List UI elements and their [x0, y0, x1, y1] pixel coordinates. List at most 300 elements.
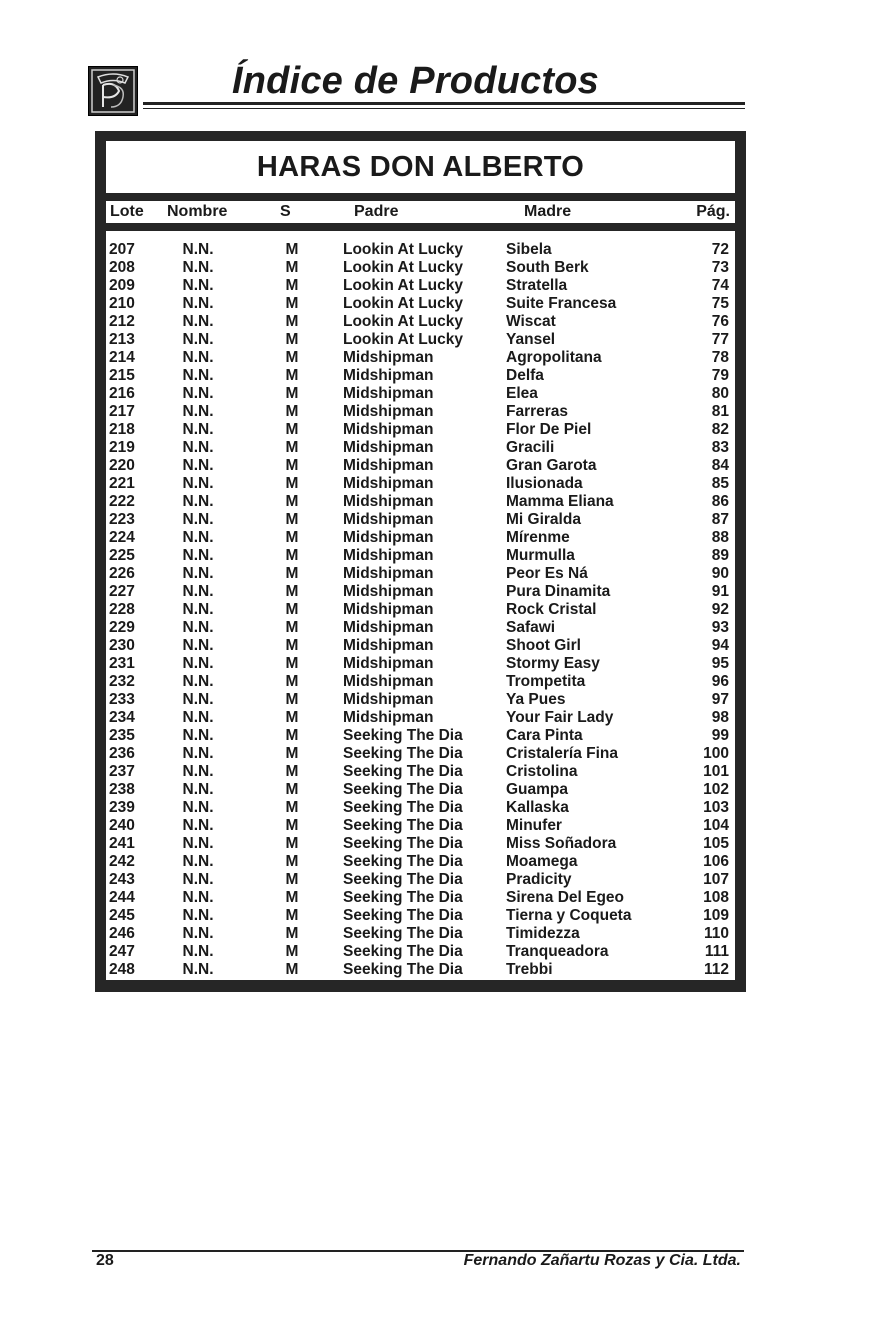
cell-sexo: M — [285, 691, 299, 708]
cell-madre: Suite Francesa — [506, 295, 617, 312]
table-row — [106, 313, 735, 331]
cell-sexo: M — [285, 745, 299, 762]
cell-padre: Lookin At Lucky — [343, 295, 463, 312]
cell-sexo: M — [285, 331, 299, 348]
cell-sexo: M — [285, 583, 299, 600]
cell-pagina: 72 — [711, 241, 729, 258]
cell-nombre: N.N. — [182, 367, 214, 384]
cell-nombre: N.N. — [182, 781, 214, 798]
cell-madre: Wiscat — [506, 313, 556, 330]
table-row — [106, 331, 735, 349]
cell-sexo: M — [285, 799, 299, 816]
cell-madre: Minufer — [506, 817, 562, 834]
column-header-pag: Pág. — [696, 203, 730, 220]
table-row — [106, 349, 735, 367]
cell-padre: Midshipman — [343, 709, 434, 726]
cell-pagina: 107 — [703, 871, 729, 888]
table-row — [106, 889, 735, 907]
cell-nombre: N.N. — [182, 529, 214, 546]
cell-nombre: N.N. — [182, 709, 214, 726]
cell-padre: Midshipman — [343, 457, 434, 474]
cell-padre: Lookin At Lucky — [343, 331, 463, 348]
cell-pagina: 104 — [703, 817, 729, 834]
cell-lote: 238 — [109, 781, 135, 798]
cell-sexo: M — [285, 853, 299, 870]
footer-company-name: Fernando Zañartu Rozas y Cia. Ltda. — [463, 1252, 741, 1269]
cell-lote: 209 — [109, 277, 135, 294]
cell-lote: 227 — [109, 583, 135, 600]
table-row — [106, 277, 735, 295]
cell-lote: 215 — [109, 367, 135, 384]
cell-madre: Tranqueadora — [506, 943, 609, 960]
cell-sexo: M — [285, 673, 299, 690]
cell-pagina: 101 — [703, 763, 729, 780]
cell-sexo: M — [285, 835, 299, 852]
cell-pagina: 82 — [711, 421, 729, 438]
cell-madre: Moamega — [506, 853, 578, 870]
cell-nombre: N.N. — [182, 565, 214, 582]
title-underline — [143, 102, 745, 105]
cell-sexo: M — [285, 241, 299, 258]
cell-lote: 242 — [109, 853, 135, 870]
cell-nombre: N.N. — [182, 457, 214, 474]
cell-nombre: N.N. — [182, 961, 214, 978]
cell-pagina: 112 — [703, 961, 729, 978]
cell-madre: Sirena Del Egeo — [506, 889, 625, 906]
cell-padre: Seeking The Dia — [343, 871, 463, 888]
cell-pagina: 75 — [711, 295, 729, 312]
cell-sexo: M — [285, 277, 299, 294]
cell-sexo: M — [285, 547, 299, 564]
cell-lote: 207 — [109, 241, 135, 258]
cell-nombre: N.N. — [182, 871, 214, 888]
cell-madre: Trebbi — [506, 961, 553, 978]
cell-padre: Midshipman — [343, 511, 434, 528]
cell-padre: Midshipman — [343, 601, 434, 618]
cell-lote: 212 — [109, 313, 135, 330]
cell-pagina: 103 — [703, 799, 729, 816]
table-row — [106, 943, 735, 961]
cell-padre: Seeking The Dia — [343, 817, 463, 834]
cell-padre: Midshipman — [343, 547, 434, 564]
cell-nombre: N.N. — [182, 853, 214, 870]
table-row — [106, 529, 735, 547]
product-index-table — [95, 131, 746, 992]
cell-padre: Midshipman — [343, 421, 434, 438]
cell-madre: Mírenme — [506, 529, 570, 546]
cell-nombre: N.N. — [182, 241, 214, 258]
cell-sexo: M — [285, 493, 299, 510]
cell-madre: Gracili — [506, 439, 555, 456]
table-row — [106, 691, 735, 709]
page-title: Índice de Productos — [232, 60, 599, 102]
table-row — [106, 421, 735, 439]
table-row — [106, 241, 735, 259]
cell-padre: Seeking The Dia — [343, 835, 463, 852]
cell-lote: 241 — [109, 835, 135, 852]
cell-sexo: M — [285, 421, 299, 438]
cell-lote: 244 — [109, 889, 135, 906]
cell-madre: Stormy Easy — [506, 655, 600, 672]
cell-padre: Midshipman — [343, 673, 434, 690]
cell-nombre: N.N. — [182, 799, 214, 816]
cell-padre: Seeking The Dia — [343, 853, 463, 870]
cell-madre: Safawi — [506, 619, 556, 636]
cell-nombre: N.N. — [182, 493, 214, 510]
cell-madre: South Berk — [506, 259, 589, 276]
table-row — [106, 619, 735, 637]
table-row — [106, 565, 735, 583]
table-row — [106, 871, 735, 889]
cell-pagina: 84 — [711, 457, 729, 474]
cell-sexo: M — [285, 295, 299, 312]
cell-nombre: N.N. — [182, 385, 214, 402]
column-header-row — [106, 201, 735, 223]
cell-lote: 221 — [109, 475, 135, 492]
cell-madre: Pradicity — [506, 871, 572, 888]
cell-sexo: M — [285, 439, 299, 456]
cell-sexo: M — [285, 781, 299, 798]
cell-madre: Delfa — [506, 367, 544, 384]
column-header-madre: Madre — [524, 203, 572, 220]
cell-lote: 229 — [109, 619, 135, 636]
cell-madre: Trompetita — [506, 673, 586, 690]
column-header-lote: Lote — [110, 203, 144, 220]
cell-madre: Pura Dinamita — [506, 583, 611, 600]
table-row — [106, 907, 735, 925]
cell-nombre: N.N. — [182, 295, 214, 312]
column-header-s: S — [280, 203, 291, 220]
cell-padre: Lookin At Lucky — [343, 241, 463, 258]
cell-padre: Midshipman — [343, 475, 434, 492]
footer-page-number: 28 — [96, 1252, 114, 1269]
table-row — [106, 763, 735, 781]
table-row — [106, 385, 735, 403]
table-row — [106, 727, 735, 745]
cell-madre: Elea — [506, 385, 538, 402]
table-row — [106, 799, 735, 817]
publisher-logo-icon — [88, 66, 138, 116]
cell-pagina: 78 — [711, 349, 729, 366]
cell-madre: Cara Pinta — [506, 727, 583, 744]
cell-sexo: M — [285, 709, 299, 726]
cell-padre: Midshipman — [343, 655, 434, 672]
cell-nombre: N.N. — [182, 889, 214, 906]
cell-sexo: M — [285, 637, 299, 654]
cell-lote: 217 — [109, 403, 135, 420]
cell-sexo: M — [285, 601, 299, 618]
cell-nombre: N.N. — [182, 673, 214, 690]
table-row — [106, 583, 735, 601]
cell-sexo: M — [285, 349, 299, 366]
cell-lote: 208 — [109, 259, 135, 276]
table-row — [106, 655, 735, 673]
table-row — [106, 817, 735, 835]
cell-padre: Midshipman — [343, 385, 434, 402]
table-row — [106, 403, 735, 421]
column-header-padre: Padre — [354, 203, 399, 220]
cell-sexo: M — [285, 367, 299, 384]
cell-pagina: 76 — [711, 313, 729, 330]
cell-lote: 223 — [109, 511, 135, 528]
cell-lote: 218 — [109, 421, 135, 438]
cell-pagina: 73 — [711, 259, 729, 276]
cell-madre: Shoot Girl — [506, 637, 581, 654]
table-row — [106, 475, 735, 493]
cell-nombre: N.N. — [182, 943, 214, 960]
cell-pagina: 108 — [703, 889, 729, 906]
cell-nombre: N.N. — [182, 277, 214, 294]
cell-madre: Farreras — [506, 403, 569, 420]
cell-madre: Timidezza — [506, 925, 580, 942]
cell-madre: Miss Soñadora — [506, 835, 617, 852]
cell-lote: 233 — [109, 691, 135, 708]
cell-pagina: 99 — [711, 727, 729, 744]
cell-nombre: N.N. — [182, 421, 214, 438]
cell-madre: Mi Giralda — [506, 511, 581, 528]
cell-nombre: N.N. — [182, 403, 214, 420]
cell-pagina: 93 — [711, 619, 729, 636]
cell-nombre: N.N. — [182, 259, 214, 276]
cell-sexo: M — [285, 943, 299, 960]
cell-lote: 231 — [109, 655, 135, 672]
cell-lote: 232 — [109, 673, 135, 690]
cell-padre: Midshipman — [343, 349, 434, 366]
table-row — [106, 601, 735, 619]
cell-padre: Seeking The Dia — [343, 727, 463, 744]
cell-pagina: 97 — [711, 691, 729, 708]
cell-padre: Seeking The Dia — [343, 943, 463, 960]
cell-padre: Lookin At Lucky — [343, 259, 463, 276]
cell-nombre: N.N. — [182, 349, 214, 366]
section-header — [106, 141, 735, 193]
cell-sexo: M — [285, 565, 299, 582]
table-row — [106, 457, 735, 475]
cell-pagina: 111 — [704, 943, 729, 960]
cell-lote: 248 — [109, 961, 135, 978]
cell-nombre: N.N. — [182, 727, 214, 744]
table-row — [106, 835, 735, 853]
table-row — [106, 259, 735, 277]
cell-madre: Cristolina — [506, 763, 578, 780]
cell-pagina: 87 — [711, 511, 729, 528]
cell-nombre: N.N. — [182, 835, 214, 852]
cell-lote: 243 — [109, 871, 135, 888]
cell-lote: 228 — [109, 601, 135, 618]
cell-sexo: M — [285, 457, 299, 474]
cell-pagina: 109 — [703, 907, 729, 924]
cell-pagina: 77 — [711, 331, 729, 348]
cell-sexo: M — [285, 871, 299, 888]
cell-padre: Midshipman — [343, 565, 434, 582]
cell-madre: Mamma Eliana — [506, 493, 614, 510]
cell-padre: Midshipman — [343, 583, 434, 600]
cell-padre: Lookin At Lucky — [343, 313, 463, 330]
cell-pagina: 74 — [711, 277, 729, 294]
cell-sexo: M — [285, 619, 299, 636]
cell-nombre: N.N. — [182, 475, 214, 492]
table-row — [106, 547, 735, 565]
table-row — [106, 709, 735, 727]
cell-madre: Cristalería Fina — [506, 745, 618, 762]
cell-pagina: 96 — [711, 673, 729, 690]
cell-madre: Flor De Piel — [506, 421, 592, 438]
cell-nombre: N.N. — [182, 655, 214, 672]
cell-lote: 224 — [109, 529, 135, 546]
cell-padre: Seeking The Dia — [343, 763, 463, 780]
cell-nombre: N.N. — [182, 511, 214, 528]
cell-pagina: 98 — [711, 709, 729, 726]
cell-sexo: M — [285, 925, 299, 942]
cell-pagina: 81 — [711, 403, 729, 420]
cell-lote: 225 — [109, 547, 135, 564]
cell-sexo: M — [285, 655, 299, 672]
table-row — [106, 781, 735, 799]
cell-lote: 239 — [109, 799, 135, 816]
table-row — [106, 853, 735, 871]
column-header-nombre: Nombre — [167, 203, 228, 220]
cell-lote: 214 — [109, 349, 135, 366]
cell-pagina: 79 — [711, 367, 729, 384]
cell-pagina: 110 — [703, 925, 729, 942]
cell-lote: 216 — [109, 385, 135, 402]
cell-nombre: N.N. — [182, 619, 214, 636]
cell-madre: Murmulla — [506, 547, 575, 564]
cell-pagina: 94 — [711, 637, 729, 654]
cell-nombre: N.N. — [182, 637, 214, 654]
cell-pagina: 89 — [711, 547, 729, 564]
cell-madre: Gran Garota — [506, 457, 597, 474]
cell-pagina: 85 — [711, 475, 729, 492]
cell-nombre: N.N. — [182, 763, 214, 780]
cell-lote: 222 — [109, 493, 135, 510]
cell-sexo: M — [285, 259, 299, 276]
cell-padre: Midshipman — [343, 493, 434, 510]
table-row — [106, 367, 735, 385]
cell-lote: 226 — [109, 565, 135, 582]
cell-pagina: 102 — [703, 781, 729, 798]
cell-padre: Seeking The Dia — [343, 781, 463, 798]
cell-sexo: M — [285, 403, 299, 420]
cell-nombre: N.N. — [182, 745, 214, 762]
cell-nombre: N.N. — [182, 313, 214, 330]
cell-madre: Agropolitana — [506, 349, 602, 366]
cell-nombre: N.N. — [182, 691, 214, 708]
cell-pagina: 106 — [703, 853, 729, 870]
cell-sexo: M — [285, 907, 299, 924]
cell-sexo: M — [285, 385, 299, 402]
cell-nombre: N.N. — [182, 331, 214, 348]
cell-pagina: 95 — [711, 655, 729, 672]
cell-padre: Lookin At Lucky — [343, 277, 463, 294]
table-row — [106, 439, 735, 457]
cell-sexo: M — [285, 889, 299, 906]
cell-padre: Seeking The Dia — [343, 799, 463, 816]
cell-padre: Midshipman — [343, 529, 434, 546]
cell-lote: 235 — [109, 727, 135, 744]
cell-sexo: M — [285, 817, 299, 834]
cell-madre: Your Fair Lady — [506, 709, 614, 726]
cell-madre: Stratella — [506, 277, 568, 294]
cell-padre: Seeking The Dia — [343, 745, 463, 762]
section-title: HARAS DON ALBERTO — [256, 150, 585, 183]
cell-sexo: M — [285, 763, 299, 780]
cell-pagina: 90 — [711, 565, 729, 582]
table-row — [106, 961, 735, 979]
cell-nombre: N.N. — [182, 817, 214, 834]
cell-padre: Seeking The Dia — [343, 889, 463, 906]
cell-padre: Midshipman — [343, 637, 434, 654]
cell-sexo: M — [285, 727, 299, 744]
cell-sexo: M — [285, 529, 299, 546]
cell-nombre: N.N. — [182, 907, 214, 924]
cell-padre: Midshipman — [343, 439, 434, 456]
cell-lote: 247 — [109, 943, 135, 960]
cell-madre: Sibela — [506, 241, 552, 258]
title-underline-thin — [143, 108, 745, 109]
cell-lote: 219 — [109, 439, 135, 456]
cell-madre: Guampa — [506, 781, 569, 798]
cell-padre: Seeking The Dia — [343, 925, 463, 942]
cell-madre: Kallaska — [506, 799, 569, 816]
table-row — [106, 637, 735, 655]
table-row — [106, 925, 735, 943]
cell-pagina: 80 — [711, 385, 729, 402]
table-row — [106, 493, 735, 511]
cell-lote: 230 — [109, 637, 135, 654]
cell-lote: 237 — [109, 763, 135, 780]
cell-lote: 234 — [109, 709, 135, 726]
cell-madre: Rock Cristal — [506, 601, 597, 618]
table-row — [106, 511, 735, 529]
cell-padre: Seeking The Dia — [343, 961, 463, 978]
cell-lote: 246 — [109, 925, 135, 942]
cell-padre: Seeking The Dia — [343, 907, 463, 924]
cell-lote: 236 — [109, 745, 135, 762]
cell-nombre: N.N. — [182, 925, 214, 942]
cell-lote: 220 — [109, 457, 135, 474]
cell-lote: 240 — [109, 817, 135, 834]
cell-sexo: M — [285, 475, 299, 492]
table-row — [106, 295, 735, 313]
cell-lote: 245 — [109, 907, 135, 924]
cell-sexo: M — [285, 961, 299, 978]
cell-pagina: 100 — [703, 745, 729, 762]
cell-sexo: M — [285, 313, 299, 330]
cell-nombre: N.N. — [182, 547, 214, 564]
cell-nombre: N.N. — [182, 439, 214, 456]
cell-pagina: 91 — [711, 583, 729, 600]
table-row — [106, 745, 735, 763]
cell-nombre: N.N. — [182, 583, 214, 600]
cell-padre: Midshipman — [343, 691, 434, 708]
cell-pagina: 83 — [711, 439, 729, 456]
table-body — [106, 231, 735, 980]
cell-madre: Tierna y Coqueta — [506, 907, 632, 924]
cell-pagina: 92 — [711, 601, 729, 618]
cell-nombre: N.N. — [182, 601, 214, 618]
cell-pagina: 88 — [711, 529, 729, 546]
cell-padre: Midshipman — [343, 619, 434, 636]
cell-pagina: 86 — [711, 493, 729, 510]
cell-madre: Peor Es Ná — [506, 565, 588, 582]
cell-padre: Midshipman — [343, 403, 434, 420]
cell-pagina: 105 — [703, 835, 729, 852]
cell-madre: Ilusionada — [506, 475, 583, 492]
cell-lote: 213 — [109, 331, 135, 348]
cell-sexo: M — [285, 511, 299, 528]
cell-lote: 210 — [109, 295, 135, 312]
